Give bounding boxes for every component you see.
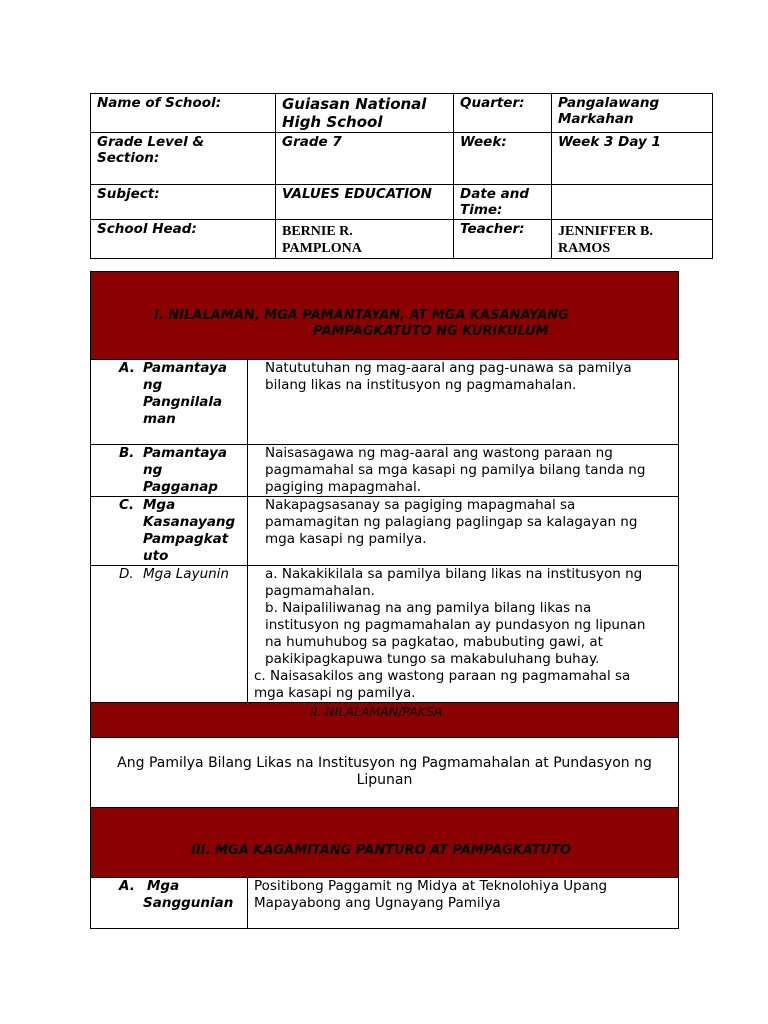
- school-value: Guiasan National High School: [276, 94, 454, 133]
- row-d-label: D. Mga Layunin: [91, 566, 248, 703]
- week-value: Week 3 Day 1: [552, 133, 713, 185]
- row-3a-label: A. Mga Sanggunian: [91, 878, 248, 929]
- subject-value: VALUES EDUCATION: [276, 185, 454, 220]
- date-value: [552, 185, 713, 220]
- section2-content: Ang Pamilya Bilang Likas na Institusyon ng Pagmamahalan at Pundasyon ng Lipunan: [91, 738, 679, 808]
- row-mga-layunin: [91, 566, 679, 703]
- section3-title: III. MGA KAGAMITANG PANTURO AT PAMPAGKATUTO: [191, 843, 571, 858]
- section1-title-line1: I. NILALAMAN, MGA PAMANTAYAN, AT MGA KASANAYANG: [154, 308, 569, 323]
- quarter-label: Quarter:: [454, 94, 552, 133]
- row-a-content: Natututuhan ng mag-aaral ang pag-unawa sa pamilya bilang likas na institusyon ng pagmamahalan.: [248, 360, 679, 445]
- row-pamantayan-pagganap: [91, 445, 679, 497]
- section2-title: II. NILALAMAN/PAKSA: [310, 704, 443, 719]
- quarter-value: Pangalawang Markahan: [552, 94, 713, 133]
- row-d-content: a. Nakakikilala sa pamilya bilang likas na institusyon ng pagmamahalan. b. Naipaliliwanag na ang pamilya bilang likas na institusyon ng pagmamahalan ay pundasyon ng lipunan na humuhubog sa pagkatao, mabubuting gawi, at pakikipagkapuwa tungo sa makabuluhang buhay. c. Naisasakilos ang wastong paraan ng pagmamahal sa mga kasapi ng pamilya.: [248, 566, 679, 703]
- section2-header: [91, 703, 679, 738]
- row-c-content: Nakapagsasanay sa pagiging mapagmahal sa pamamagitan ng palagiang paglingap sa kalagayan ng mga kasapi ng pamilya.: [248, 497, 679, 566]
- grade-label: Grade Level & Section:: [91, 133, 276, 185]
- lesson-plan-table: [90, 271, 679, 929]
- section1-header: [91, 272, 679, 360]
- teacher-label: Teacher:: [454, 220, 552, 259]
- school-label: Name of School:: [91, 94, 276, 133]
- head-value: BERNIE R. PAMPLONA: [276, 220, 454, 259]
- date-label: Date and Time:: [454, 185, 552, 220]
- section3-header: [91, 808, 679, 878]
- week-label: Week:: [454, 133, 552, 185]
- school-info-table: [90, 93, 713, 259]
- row-mga-sanggunian: [91, 878, 679, 929]
- subject-label: Subject:: [91, 185, 276, 220]
- section1-title-line2: PAMPAGKATUTO NG KURIKULUM: [313, 324, 549, 339]
- row-b-content: Naisasagawa ng mag-aaral ang wastong paraan ng pagmamahal sa mga kasapi ng pamilya bilang tanda ng pagiging mapagmahal.: [248, 445, 679, 497]
- head-label: School Head:: [91, 220, 276, 259]
- grade-value: Grade 7: [276, 133, 454, 185]
- row-a-label: A. Pamantaya ng Pangnilala man: [91, 360, 248, 445]
- row-kasanayang-pampagkatuto: [91, 497, 679, 566]
- row-c-label: C. Mga Kasanayang Pampagkat uto: [91, 497, 248, 566]
- teacher-value: JENNIFFER B. RAMOS: [552, 220, 713, 259]
- row-3a-content: Positibong Paggamit ng Midya at Teknolohiya Upang Mapayabong ang Ugnayang Pamilya: [248, 878, 679, 929]
- row-b-label: B. Pamantaya ng Pagganap: [91, 445, 248, 497]
- row-pamantayan-pangnilalaman: [91, 360, 679, 445]
